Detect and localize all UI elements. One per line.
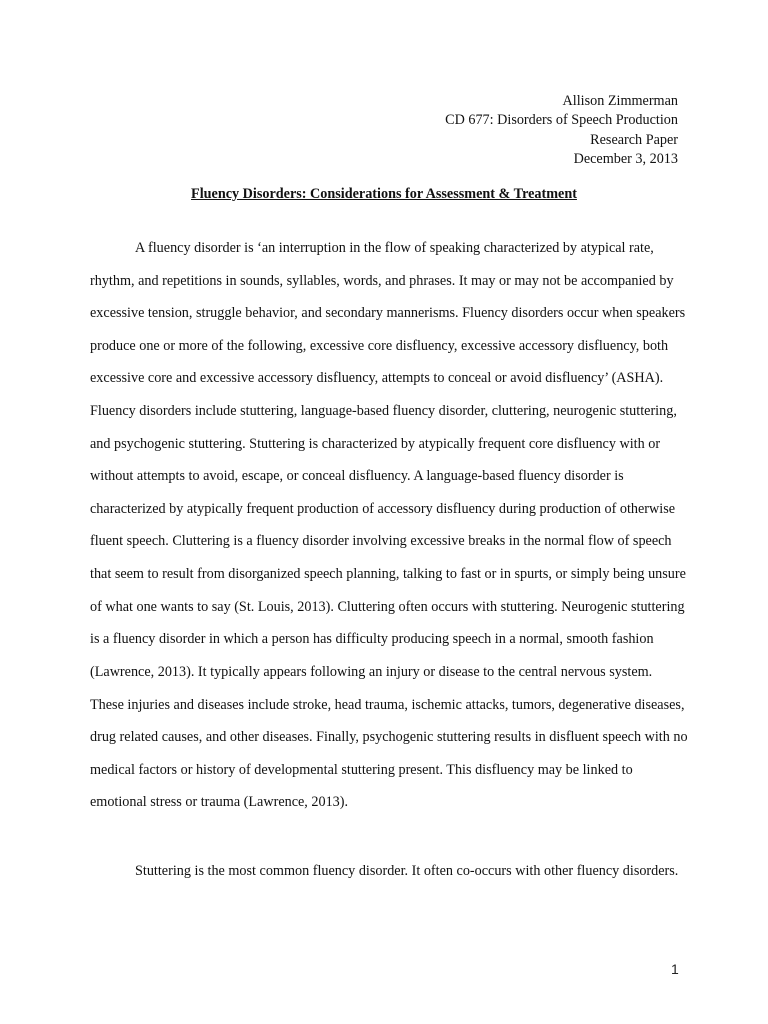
paragraph-line: rhythm, and repetitions in sounds, syllables, words, and phrases. It may or may not be accompanied by — [90, 272, 674, 289]
paragraph-line: Fluency disorders include stuttering, language-based fluency disorder, cluttering, neurogenic stuttering, — [90, 403, 677, 420]
paragraph-line: excessive core and excessive accessory disfluency, attempts to conceal or avoid disfluency’ (ASHA). — [90, 370, 664, 387]
paragraph-line: excessive tension, struggle behavior, and secondary mannerisms. Fluency disorders occur when speakers — [90, 305, 686, 322]
paragraph-line: produce one or more of the following, excessive core disfluency, excessive accessory disfluency, both — [90, 337, 669, 354]
paragraph-line: A fluency disorder is ‘an interruption in the flow of speaking characterized by atypical rate, — [135, 240, 654, 256]
paragraph-line: is a fluency disorder in which a person has difficulty producing speech in a normal, smooth fashion — [90, 631, 654, 648]
paragraph-line: These injuries and diseases include stroke, head trauma, ischemic attacks, tumors, degenerative diseases, — [90, 696, 685, 713]
paragraph-line: characterized by atypically frequent production of accessory disfluency during production of otherwise — [90, 500, 676, 517]
paragraph-line: (Lawrence, 2013). It typically appears following an injury or disease to the central nervous system. — [90, 663, 653, 680]
paragraph-line: Stuttering is the most common fluency disorder. It often co-occurs with other fluency disorders. — [135, 863, 679, 879]
paragraph-line: drug related causes, and other diseases. Finally, psychogenic stuttering results in disfluent speech with no — [90, 729, 688, 746]
body-paragraph — [90, 862, 680, 895]
document-date: December 3, 2013 — [573, 150, 678, 167]
paragraph-line: without attempts to avoid, escape, or conceal disfluency. A language-based fluency disorder is — [90, 468, 624, 485]
paragraph-line: fluent speech. Cluttering is a fluency disorder involving excessive breaks in the normal flow of speech — [90, 533, 672, 550]
paper-title: Fluency Disorders: Considerations for Assessment & Treatment — [191, 186, 577, 202]
paragraph-line: medical factors or history of developmental stuttering present. This disfluency may be linked to — [90, 761, 633, 778]
document-type: Research Paper — [590, 131, 678, 148]
paragraph-line: and psychogenic stuttering. Stuttering is characterized by atypically frequent core disfluency with or — [90, 435, 661, 452]
body-paragraph — [90, 239, 688, 826]
paragraph-line: of what one wants to say (St. Louis, 2013). Cluttering often occurs with stuttering. Neurogenic stuttering — [90, 598, 685, 615]
course-name: CD 677: Disorders of Speech Production — [445, 112, 678, 129]
paper-header — [445, 92, 678, 169]
paragraph-line: emotional stress or trauma (Lawrence, 2013). — [90, 794, 349, 811]
page-number: 1 — [671, 961, 679, 977]
author-name: Allison Zimmerman — [562, 93, 678, 109]
paragraph-line: that seem to result from disorganized speech planning, talking to fast or in spurts, or simply being unsure — [90, 566, 686, 583]
